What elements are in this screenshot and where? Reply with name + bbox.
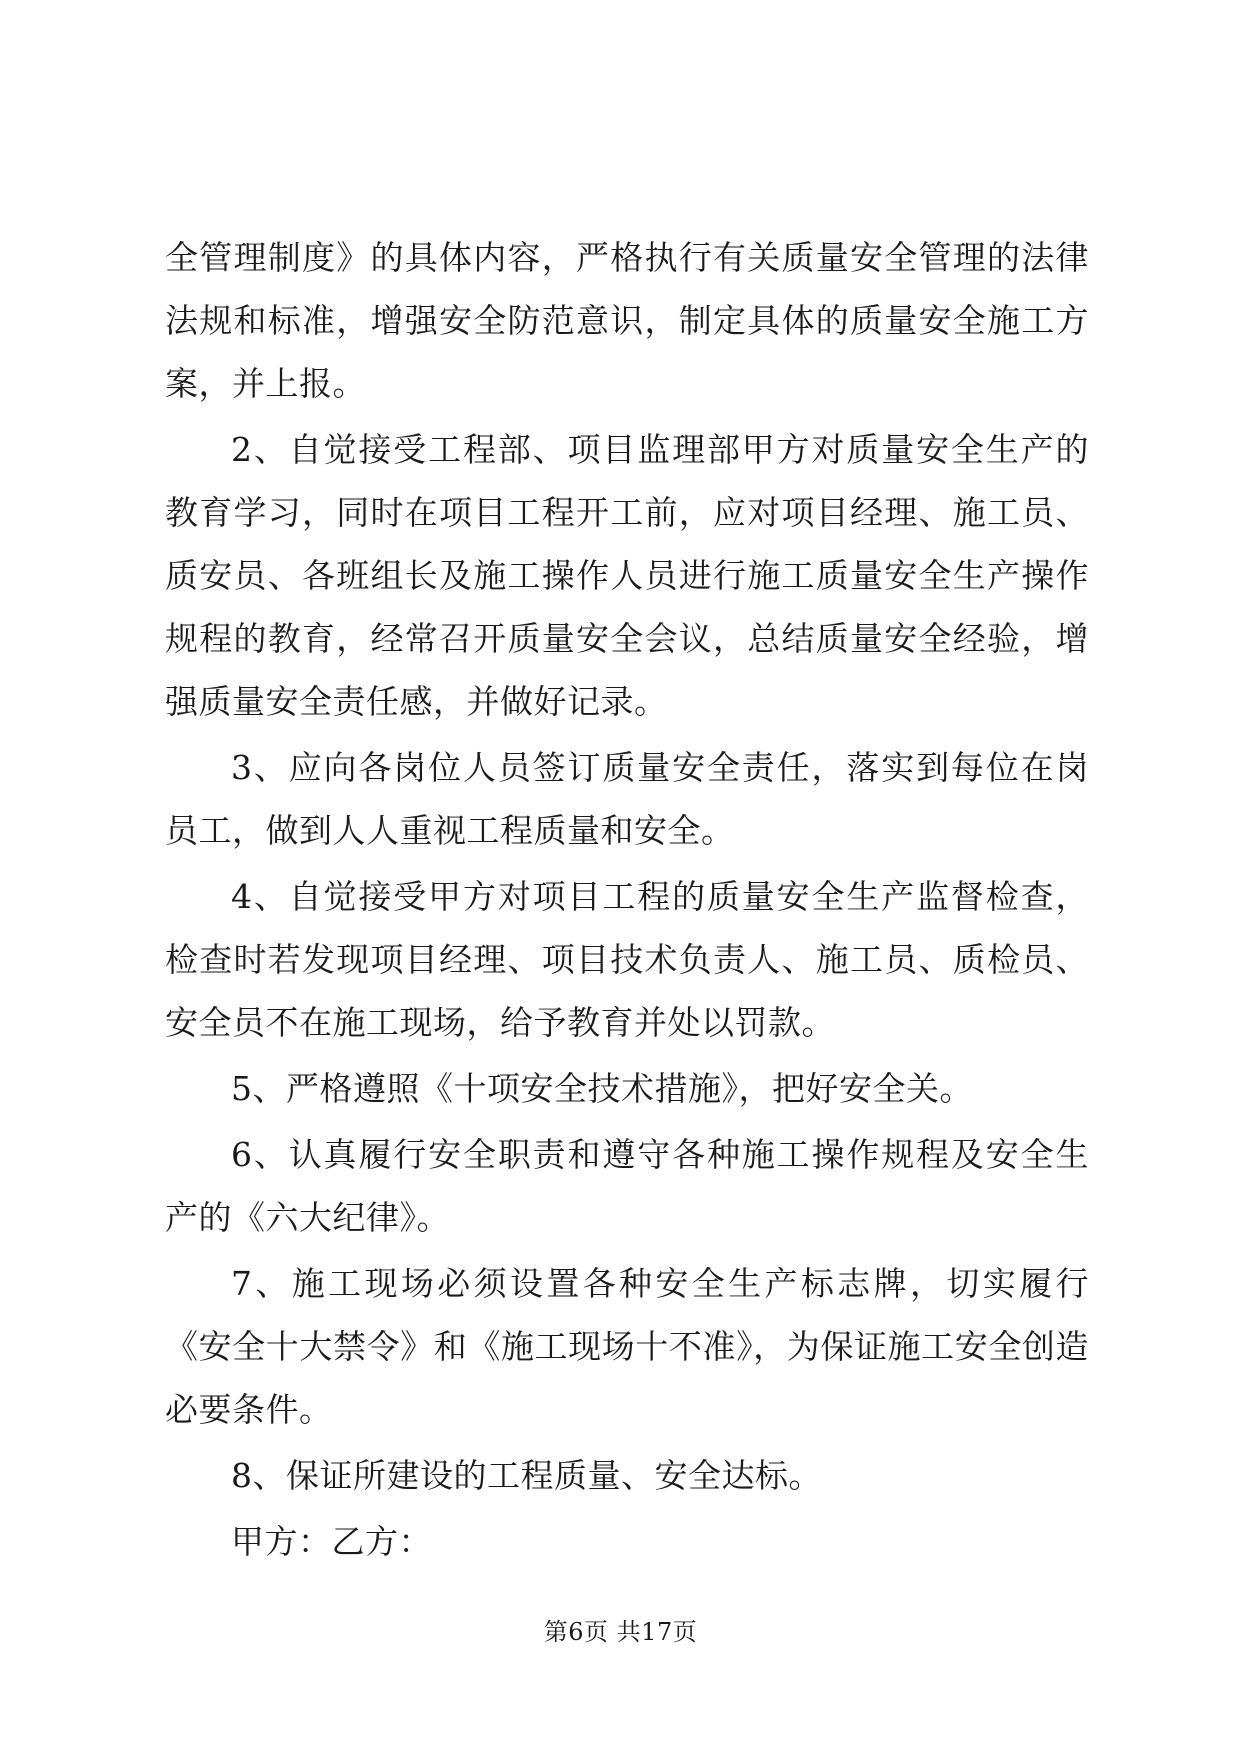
paragraph-item-3: 3、应向各岗位人员签订质量安全责任，落实到每位在岗员工，做到人人重视工程质量和安全。 — [165, 748, 1089, 850]
paragraph-item-2: 2、自觉接受工程部、项目监理部甲方对质量安全生产的教育学习，同时在项目工程开工前，应对项目经理、施工员、质安员、各班组长及施工操作人员进行施工质量安全生产操作规程的教育，经常召开质量安全会议，总结质量安全经验，增强质量安全责任感，并做好记录。 — [165, 430, 1089, 721]
paragraph-continued: 全管理制度》的具体内容，严格执行有关质量安全管理的法律法规和标准，增强安全防范意识，制定具体的质量安全施工方案，并上报。 — [165, 238, 1089, 403]
signature-line: 甲方：乙方： — [231, 1522, 432, 1561]
paragraph-item-5: 5、严格遵照《十项安全技术措施》，把好安全关。 — [231, 1069, 973, 1108]
paragraph-item-4: 4、自觉接受甲方对项目工程的质量安全生产监督检查，检查时若发现项目经理、项目技术负责人、施工员、质检员、安全员不在施工现场，给予教育并处以罚款。 — [165, 877, 1089, 1042]
document-body — [165, 226, 1089, 1576]
paragraph-item-7: 7、施工现场必须设置各种安全生产标志牌，切实履行《安全十大禁令》和《施工现场十不准》，为保证施工安全创造必要条件。 — [165, 1264, 1089, 1429]
page-footer: 第6页 共17页 — [543, 1618, 698, 1646]
paragraph-item-8: 8、保证所建设的工程质量、安全达标。 — [231, 1456, 822, 1495]
paragraph-item-6: 6、认真履行安全职责和遵守各种施工操作规程及安全生产的《六大纪律》。 — [165, 1135, 1089, 1237]
